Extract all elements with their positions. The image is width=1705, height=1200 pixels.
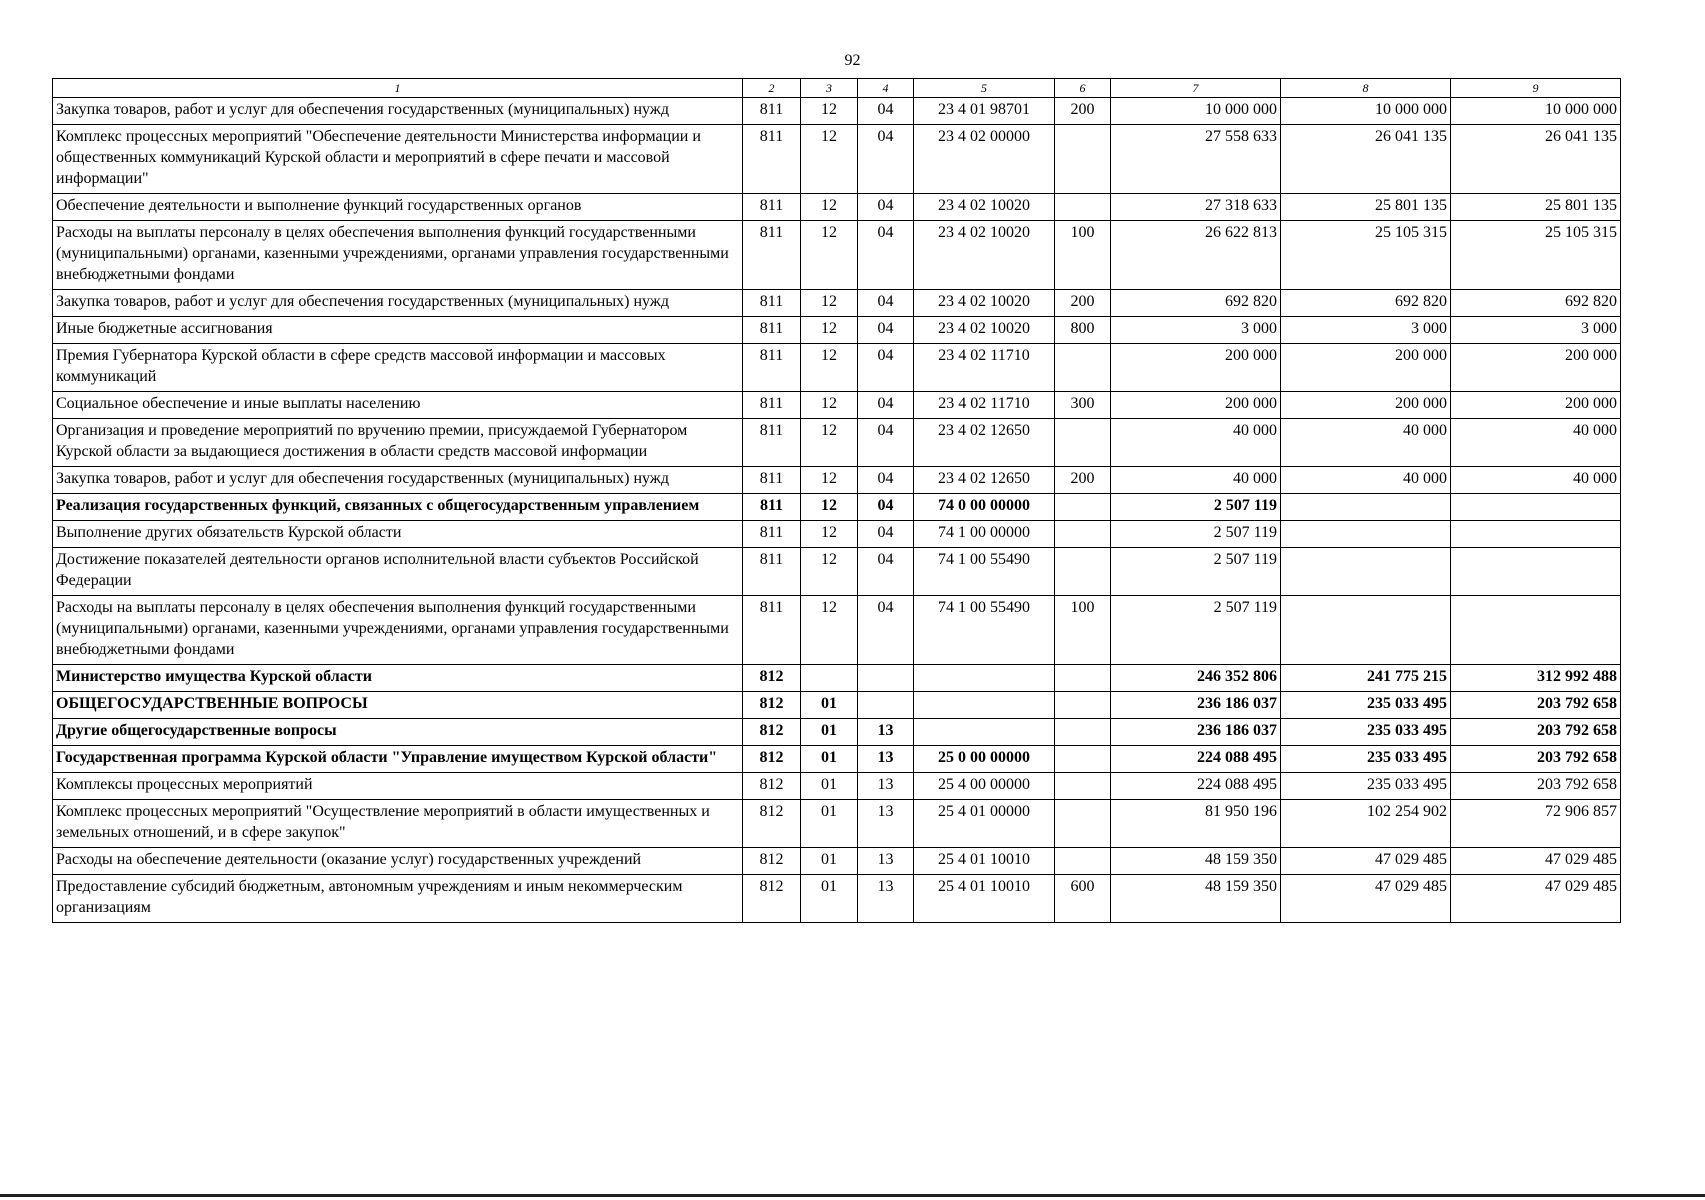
- column-number: 3: [801, 79, 858, 98]
- column-number: 5: [914, 79, 1055, 98]
- subsection-code: 04: [858, 467, 914, 494]
- column-number: 9: [1451, 79, 1621, 98]
- table-row: [53, 548, 1621, 596]
- grbs-code: 812: [743, 692, 801, 719]
- column-number: 1: [53, 79, 743, 98]
- target-article-code: 23 4 02 12650: [914, 467, 1055, 494]
- section-code: 12: [801, 317, 858, 344]
- section-code: 01: [801, 848, 858, 875]
- amount-year-1: 26 622 813: [1111, 221, 1281, 290]
- subsection-code: 04: [858, 125, 914, 194]
- subsection-code: 13: [858, 848, 914, 875]
- subsection-code: 04: [858, 317, 914, 344]
- target-article-code: 23 4 02 10020: [914, 290, 1055, 317]
- subsection-code: 13: [858, 875, 914, 923]
- table-row: [53, 125, 1621, 194]
- target-article-code: 23 4 02 10020: [914, 221, 1055, 290]
- section-code: 12: [801, 290, 858, 317]
- expense-type-code: [1055, 494, 1111, 521]
- table-row: [53, 875, 1621, 923]
- target-article-code: 74 1 00 00000: [914, 521, 1055, 548]
- amount-year-2: 26 041 135: [1281, 125, 1451, 194]
- amount-year-1: 48 159 350: [1111, 848, 1281, 875]
- amount-year-3: 692 820: [1451, 290, 1621, 317]
- table-row: [53, 494, 1621, 521]
- table-row: [53, 194, 1621, 221]
- amount-year-3: [1451, 596, 1621, 665]
- subsection-code: 13: [858, 746, 914, 773]
- section-code: 01: [801, 773, 858, 800]
- amount-year-2: 235 033 495: [1281, 773, 1451, 800]
- row-name: Социальное обеспечение и иные выплаты населению: [53, 392, 743, 419]
- expense-type-code: [1055, 419, 1111, 467]
- amount-year-2: 241 775 215: [1281, 665, 1451, 692]
- table-row: [53, 746, 1621, 773]
- amount-year-1: 246 352 806: [1111, 665, 1281, 692]
- section-code: 12: [801, 494, 858, 521]
- grbs-code: 811: [743, 98, 801, 125]
- subsection-code: 04: [858, 194, 914, 221]
- amount-year-1: 3 000: [1111, 317, 1281, 344]
- target-article-code: 23 4 02 10020: [914, 317, 1055, 344]
- amount-year-1: 10 000 000: [1111, 98, 1281, 125]
- amount-year-3: 40 000: [1451, 467, 1621, 494]
- row-name: Реализация государственных функций, связанных с общегосударственным управлением: [53, 494, 743, 521]
- expense-type-code: 600: [1055, 875, 1111, 923]
- column-number-row: [53, 79, 1621, 98]
- target-article-code: 25 4 00 00000: [914, 773, 1055, 800]
- amount-year-2: 235 033 495: [1281, 719, 1451, 746]
- amount-year-2: 40 000: [1281, 467, 1451, 494]
- row-name: Закупка товаров, работ и услуг для обеспечения государственных (муниципальных) нужд: [53, 290, 743, 317]
- amount-year-1: 40 000: [1111, 419, 1281, 467]
- target-article-code: [914, 692, 1055, 719]
- section-code: 12: [801, 467, 858, 494]
- row-name: Достижение показателей деятельности органов исполнительной власти субъектов Российской Федерации: [53, 548, 743, 596]
- table-row: [53, 221, 1621, 290]
- expense-type-code: [1055, 848, 1111, 875]
- amount-year-3: 72 906 857: [1451, 800, 1621, 848]
- row-name: Расходы на обеспечение деятельности (оказание услуг) государственных учреждений: [53, 848, 743, 875]
- section-code: 12: [801, 596, 858, 665]
- grbs-code: 811: [743, 125, 801, 194]
- amount-year-2: 692 820: [1281, 290, 1451, 317]
- column-number: 4: [858, 79, 914, 98]
- amount-year-3: [1451, 548, 1621, 596]
- amount-year-3: 40 000: [1451, 419, 1621, 467]
- subsection-code: 04: [858, 419, 914, 467]
- amount-year-3: 203 792 658: [1451, 719, 1621, 746]
- subsection-code: 04: [858, 548, 914, 596]
- amount-year-1: 40 000: [1111, 467, 1281, 494]
- table-row: [53, 392, 1621, 419]
- table-row: [53, 317, 1621, 344]
- expense-type-code: 200: [1055, 290, 1111, 317]
- amount-year-1: 2 507 119: [1111, 548, 1281, 596]
- grbs-code: 811: [743, 194, 801, 221]
- expense-type-code: [1055, 773, 1111, 800]
- subsection-code: 04: [858, 344, 914, 392]
- amount-year-2: 47 029 485: [1281, 848, 1451, 875]
- row-name: Комплекс процессных мероприятий "Осуществление мероприятий в области имущественных и земельных отношений, и в сфере закупок": [53, 800, 743, 848]
- amount-year-2: 10 000 000: [1281, 98, 1451, 125]
- amount-year-1: 2 507 119: [1111, 494, 1281, 521]
- expense-type-code: 300: [1055, 392, 1111, 419]
- target-article-code: 74 0 00 00000: [914, 494, 1055, 521]
- grbs-code: 811: [743, 317, 801, 344]
- section-code: 12: [801, 419, 858, 467]
- column-number: 2: [743, 79, 801, 98]
- row-name: Организация и проведение мероприятий по вручению премии, присуждаемой Губернатором Курской области за выдающиеся достижения в области средств массовой информации: [53, 419, 743, 467]
- section-code: 01: [801, 800, 858, 848]
- subsection-code: 04: [858, 290, 914, 317]
- amount-year-2: 200 000: [1281, 344, 1451, 392]
- amount-year-1: 200 000: [1111, 344, 1281, 392]
- subsection-code: 13: [858, 719, 914, 746]
- subsection-code: 13: [858, 773, 914, 800]
- section-code: 12: [801, 125, 858, 194]
- amount-year-3: 200 000: [1451, 344, 1621, 392]
- target-article-code: 23 4 02 10020: [914, 194, 1055, 221]
- table-row: [53, 419, 1621, 467]
- target-article-code: 25 4 01 10010: [914, 875, 1055, 923]
- grbs-code: 812: [743, 848, 801, 875]
- grbs-code: 811: [743, 290, 801, 317]
- row-name: Премия Губернатора Курской области в сфере средств массовой информации и массовых коммуникаций: [53, 344, 743, 392]
- amount-year-2: 40 000: [1281, 419, 1451, 467]
- amount-year-1: 27 318 633: [1111, 194, 1281, 221]
- target-article-code: 23 4 02 11710: [914, 344, 1055, 392]
- expense-type-code: [1055, 800, 1111, 848]
- amount-year-2: 235 033 495: [1281, 692, 1451, 719]
- expense-type-code: [1055, 521, 1111, 548]
- table-row: [53, 344, 1621, 392]
- target-article-code: 23 4 02 11710: [914, 392, 1055, 419]
- section-code: 01: [801, 746, 858, 773]
- amount-year-2: 102 254 902: [1281, 800, 1451, 848]
- target-article-code: 25 4 01 00000: [914, 800, 1055, 848]
- amount-year-3: 203 792 658: [1451, 692, 1621, 719]
- table-row: [53, 719, 1621, 746]
- amount-year-2: [1281, 494, 1451, 521]
- amount-year-3: 3 000: [1451, 317, 1621, 344]
- grbs-code: 811: [743, 494, 801, 521]
- section-code: 01: [801, 719, 858, 746]
- table-row: [53, 773, 1621, 800]
- amount-year-2: 25 801 135: [1281, 194, 1451, 221]
- table-row: [53, 800, 1621, 848]
- amount-year-2: 235 033 495: [1281, 746, 1451, 773]
- amount-year-2: 47 029 485: [1281, 875, 1451, 923]
- amount-year-2: 200 000: [1281, 392, 1451, 419]
- amount-year-1: 200 000: [1111, 392, 1281, 419]
- amount-year-2: [1281, 548, 1451, 596]
- expense-type-code: [1055, 665, 1111, 692]
- amount-year-3: 25 801 135: [1451, 194, 1621, 221]
- subsection-code: 04: [858, 221, 914, 290]
- amount-year-2: [1281, 521, 1451, 548]
- grbs-code: 812: [743, 800, 801, 848]
- row-name: Закупка товаров, работ и услуг для обеспечения государственных (муниципальных) нужд: [53, 467, 743, 494]
- amount-year-1: 27 558 633: [1111, 125, 1281, 194]
- row-name: Обеспечение деятельности и выполнение функций государственных органов: [53, 194, 743, 221]
- grbs-code: 811: [743, 548, 801, 596]
- target-article-code: 74 1 00 55490: [914, 596, 1055, 665]
- expense-type-code: [1055, 194, 1111, 221]
- amount-year-3: 25 105 315: [1451, 221, 1621, 290]
- section-code: 12: [801, 194, 858, 221]
- expense-type-code: [1055, 692, 1111, 719]
- target-article-code: 25 4 01 10010: [914, 848, 1055, 875]
- amount-year-2: 3 000: [1281, 317, 1451, 344]
- target-article-code: 23 4 02 12650: [914, 419, 1055, 467]
- grbs-code: 811: [743, 344, 801, 392]
- amount-year-1: 2 507 119: [1111, 521, 1281, 548]
- row-name: Расходы на выплаты персоналу в целях обеспечения выполнения функций государственными (муниципальными) органами, казенными учреждениями, органами управления государственными внебюджетными фондами: [53, 596, 743, 665]
- expense-type-code: [1055, 344, 1111, 392]
- grbs-code: 812: [743, 746, 801, 773]
- subsection-code: 04: [858, 596, 914, 665]
- grbs-code: 811: [743, 392, 801, 419]
- grbs-code: 812: [743, 719, 801, 746]
- expense-type-code: [1055, 125, 1111, 194]
- grbs-code: 812: [743, 665, 801, 692]
- grbs-code: 811: [743, 467, 801, 494]
- section-code: 12: [801, 548, 858, 596]
- amount-year-3: 26 041 135: [1451, 125, 1621, 194]
- amount-year-2: 25 105 315: [1281, 221, 1451, 290]
- table-row: [53, 596, 1621, 665]
- expense-type-code: 200: [1055, 467, 1111, 494]
- expense-type-code: [1055, 719, 1111, 746]
- amount-year-1: 81 950 196: [1111, 800, 1281, 848]
- expense-type-code: 200: [1055, 98, 1111, 125]
- row-name: Закупка товаров, работ и услуг для обеспечения государственных (муниципальных) нужд: [53, 98, 743, 125]
- table-row: [53, 665, 1621, 692]
- column-number: 6: [1055, 79, 1111, 98]
- amount-year-3: 10 000 000: [1451, 98, 1621, 125]
- section-code: 01: [801, 875, 858, 923]
- grbs-code: 811: [743, 596, 801, 665]
- row-name: Министерство имущества Курской области: [53, 665, 743, 692]
- table-row: [53, 692, 1621, 719]
- table-row: [53, 290, 1621, 317]
- amount-year-1: 224 088 495: [1111, 773, 1281, 800]
- page-number: 92: [844, 52, 861, 69]
- row-name: Расходы на выплаты персоналу в целях обеспечения выполнения функций государственными (муниципальными) органами, казенными учреждениями, органами управления государственными внебюджетными фондами: [53, 221, 743, 290]
- subsection-code: [858, 692, 914, 719]
- section-code: 12: [801, 521, 858, 548]
- subsection-code: 04: [858, 521, 914, 548]
- subsection-code: 04: [858, 392, 914, 419]
- section-code: 01: [801, 692, 858, 719]
- amount-year-1: 236 186 037: [1111, 692, 1281, 719]
- subsection-code: 04: [858, 494, 914, 521]
- amount-year-3: 200 000: [1451, 392, 1621, 419]
- expense-type-code: 800: [1055, 317, 1111, 344]
- amount-year-3: 203 792 658: [1451, 746, 1621, 773]
- target-article-code: [914, 665, 1055, 692]
- target-article-code: 23 4 01 98701: [914, 98, 1055, 125]
- row-name: Иные бюджетные ассигнования: [53, 317, 743, 344]
- grbs-code: 811: [743, 221, 801, 290]
- subsection-code: [858, 665, 914, 692]
- section-code: [801, 665, 858, 692]
- expense-type-code: [1055, 548, 1111, 596]
- row-name: Другие общегосударственные вопросы: [53, 719, 743, 746]
- target-article-code: 23 4 02 00000: [914, 125, 1055, 194]
- expense-type-code: [1055, 746, 1111, 773]
- section-code: 12: [801, 344, 858, 392]
- table-row: [53, 98, 1621, 125]
- grbs-code: 812: [743, 773, 801, 800]
- row-name: Предоставление субсидий бюджетным, автономным учреждениям и иным некоммерческим организациям: [53, 875, 743, 923]
- amount-year-1: 236 186 037: [1111, 719, 1281, 746]
- table-row: [53, 848, 1621, 875]
- amount-year-1: 2 507 119: [1111, 596, 1281, 665]
- row-name: Комплекс процессных мероприятий "Обеспечение деятельности Министерства информации и общественных коммуникаций Курской области и мероприятий в сфере печати и массовой информации": [53, 125, 743, 194]
- amount-year-3: 47 029 485: [1451, 875, 1621, 923]
- target-article-code: 74 1 00 55490: [914, 548, 1055, 596]
- amount-year-3: 203 792 658: [1451, 773, 1621, 800]
- subsection-code: 13: [858, 800, 914, 848]
- column-number: 7: [1111, 79, 1281, 98]
- amount-year-1: 692 820: [1111, 290, 1281, 317]
- amount-year-1: 48 159 350: [1111, 875, 1281, 923]
- scan-edge-line: [0, 1194, 1705, 1197]
- section-code: 12: [801, 221, 858, 290]
- grbs-code: 811: [743, 419, 801, 467]
- target-article-code: 25 0 00 00000: [914, 746, 1055, 773]
- budget-table: [52, 78, 1621, 923]
- grbs-code: 812: [743, 875, 801, 923]
- row-name: Выполнение других обязательств Курской области: [53, 521, 743, 548]
- amount-year-3: 312 992 488: [1451, 665, 1621, 692]
- table-row: [53, 467, 1621, 494]
- expense-type-code: 100: [1055, 596, 1111, 665]
- row-name: ОБЩЕГОСУДАРСТВЕННЫЕ ВОПРОСЫ: [53, 692, 743, 719]
- table-row: [53, 521, 1621, 548]
- amount-year-1: 224 088 495: [1111, 746, 1281, 773]
- column-number: 8: [1281, 79, 1451, 98]
- amount-year-2: [1281, 596, 1451, 665]
- amount-year-3: [1451, 521, 1621, 548]
- target-article-code: [914, 719, 1055, 746]
- section-code: 12: [801, 98, 858, 125]
- row-name: Комплексы процессных мероприятий: [53, 773, 743, 800]
- section-code: 12: [801, 392, 858, 419]
- amount-year-3: [1451, 494, 1621, 521]
- grbs-code: 811: [743, 521, 801, 548]
- row-name: Государственная программа Курской области "Управление имуществом Курской области": [53, 746, 743, 773]
- amount-year-3: 47 029 485: [1451, 848, 1621, 875]
- expense-type-code: 100: [1055, 221, 1111, 290]
- subsection-code: 04: [858, 98, 914, 125]
